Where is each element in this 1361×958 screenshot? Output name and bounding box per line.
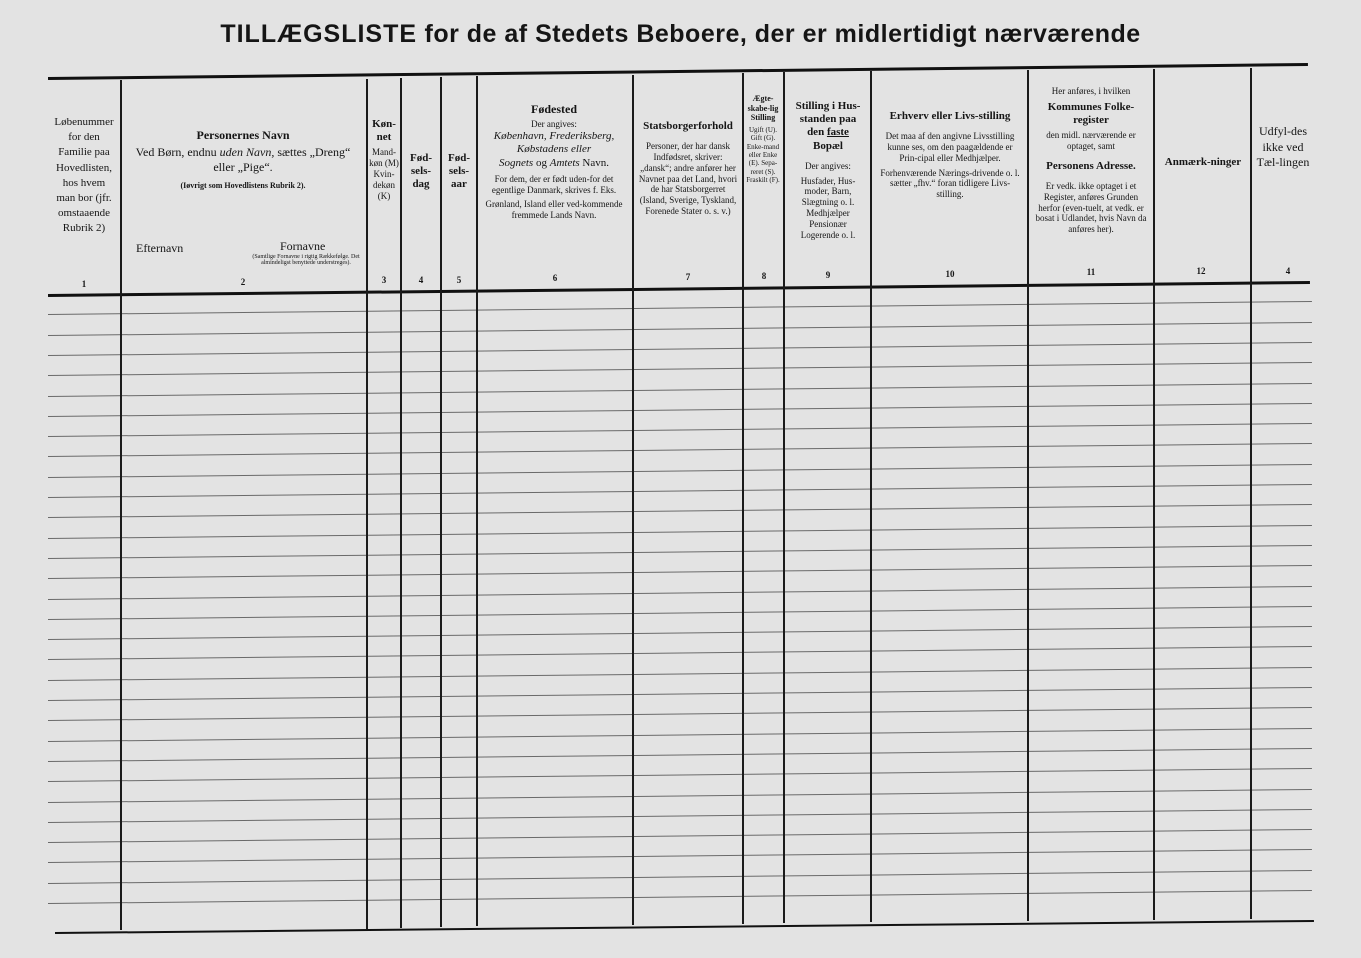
col-number-13: 4: [1285, 266, 1291, 276]
header-col-10: Erhverv eller Livs-stilling Det maa af den angivne Livsstilling kunne ses, om den paagældende er Prin-cipal eller Medhjælper. Forhenværende Nærings-drivende o. l. sætter „fhv.“ foran tidligere Livs-stilling.: [880, 110, 1020, 200]
column-divider: [366, 79, 368, 929]
col-number-5: 5: [456, 275, 462, 285]
header-col-11: Her anføres, i hvilken Kommunes Folke-register den midl. nærværende er optaget, samt Personens Adresse. Er vedk. ikke optaget i et Register, anføres Grunden herfor (even-tuelt, at vedk. er bosat i Udlandet, hvis Navn da anføres her).: [1035, 86, 1147, 235]
ruled-line: [48, 687, 1312, 701]
ruled-line: [48, 606, 1312, 620]
ruled-line: [48, 626, 1312, 640]
column-divider: [1027, 70, 1029, 921]
ruled-line: [48, 728, 1312, 742]
col-number-12: 12: [1196, 266, 1206, 276]
header-col-9: Stilling i Hus-standen paa den faste Bopæl Der angives: Husfader, Hus-moder, Barn, Slægtning o. l. Medhjælper Pensionær Logerende o. l.: [795, 100, 861, 240]
ruled-line: [48, 362, 1312, 376]
col-number-8: 8: [761, 271, 767, 281]
column-divider: [870, 71, 872, 922]
ruled-line: [48, 789, 1312, 803]
col2-note-italic: uden Navn,: [219, 145, 275, 160]
column-divider: [120, 80, 122, 930]
page-title: [0, 20, 1361, 49]
col-number-7: 7: [685, 272, 691, 282]
ruled-line: [48, 484, 1312, 498]
header-col-8: Ægte-skabe-lig Stilling Ugift (U). Gift (G). Enke-mand eller Enke (E). Sepa-reret (S). Fraskilt (F).: [746, 94, 780, 185]
ruled-line: [48, 829, 1312, 843]
ruled-line: [48, 525, 1312, 539]
header-col-6: Fødested Der angives: København, Frederiksberg, Købstadens eller Sognets og Amtets Navn. For dem, der er født uden-for det egentlige Danmark, skrives f. Eks. Grønland, Island eller ved-kommende fremmede Lands Navn.: [485, 102, 623, 221]
col2-note-prefix: Ved Børn, endnu: [135, 145, 217, 160]
ruled-line: [48, 545, 1312, 559]
ruled-line: [48, 403, 1312, 417]
col2-note-suffix: sættes „Dreng“ eller „Pige“.: [213, 145, 351, 174]
col-number-9: 9: [825, 270, 831, 280]
ruled-line: [48, 890, 1312, 904]
title-rest: for de af Stedets Beboere, der er midlertidigt nærværende: [424, 20, 1141, 48]
col-number-1: 1: [81, 279, 87, 289]
col-number-3: 3: [381, 275, 387, 285]
col2-sub-left: Efternavn: [136, 241, 184, 255]
col-number-10: 10: [945, 269, 955, 279]
header-col-4: Fød-sels-dag: [410, 152, 432, 191]
header-col-13: Udfyl-des ikke ved Tæl-lingen: [1256, 124, 1310, 170]
column-divider: [632, 75, 634, 926]
column-divider: [1250, 68, 1252, 919]
column-divider: [400, 78, 402, 928]
ruled-line: [48, 707, 1312, 721]
ruled-line: [48, 423, 1312, 437]
col2-note2: (Iøvrigt som Hovedlistens Rubrik 2).: [180, 181, 306, 191]
ruled-line: [48, 383, 1312, 397]
header-col-1: Løbenummer for den Familie paa Hovedlisten, hos hvem man bor (jfr. omstaaende Rubrik 2): [54, 116, 114, 235]
col2-heading: Personernes Navn: [196, 128, 290, 142]
ruled-line: [48, 565, 1312, 579]
header-col-7: Statsborgerforhold Personer, der har dansk Indfødsret, skriver: „dansk“; andre anfører her Navnet paa det Land, hvori de har Statsborgerret (Island, Sverige, Tyskland, Forenede Stater o. s. v.): [638, 120, 738, 216]
column-divider: [742, 73, 744, 924]
ruled-line: [48, 342, 1312, 356]
column-divider: [783, 72, 785, 923]
header-col-5: Fød-sels-aar: [448, 152, 470, 191]
header-col-3: Køn-net Mand-køn (M) Kvin-dekøn (K): [369, 118, 399, 201]
header-col-2: [122, 128, 364, 298]
ruled-line: [48, 586, 1312, 600]
ruled-line: [48, 849, 1312, 863]
ruled-line: [48, 504, 1312, 518]
header-col-12: Anmærk-ninger: [1164, 156, 1242, 168]
ruled-line: [48, 443, 1312, 457]
col-number-11: 11: [1086, 267, 1096, 277]
col-number-4: 4: [418, 275, 424, 285]
col-number-2: 2: [240, 277, 246, 287]
ruled-line: [48, 667, 1312, 681]
ruled-line: [48, 748, 1312, 762]
ruled-line: [48, 301, 1312, 315]
ruled-line: [48, 464, 1312, 478]
ruled-line: [48, 870, 1312, 884]
col2-sub-right-note: (Samtlige Fornavne i rigtig Rækkefølge. Det almindeligst benyttede understreges).: [252, 254, 360, 267]
bottom-rule: [55, 920, 1314, 934]
title-strong: TILLÆGSLISTE: [220, 20, 418, 48]
ruled-line: [48, 646, 1312, 660]
top-rule: [48, 63, 1308, 80]
ruled-line: [48, 768, 1312, 782]
column-divider: [440, 77, 442, 927]
ruled-line: [48, 322, 1312, 336]
ruled-line: [48, 809, 1312, 823]
col2-sub-right: Fornavne: [280, 239, 326, 253]
column-divider: [1153, 69, 1155, 920]
column-divider: [476, 76, 478, 926]
col-number-6: 6: [552, 273, 558, 283]
